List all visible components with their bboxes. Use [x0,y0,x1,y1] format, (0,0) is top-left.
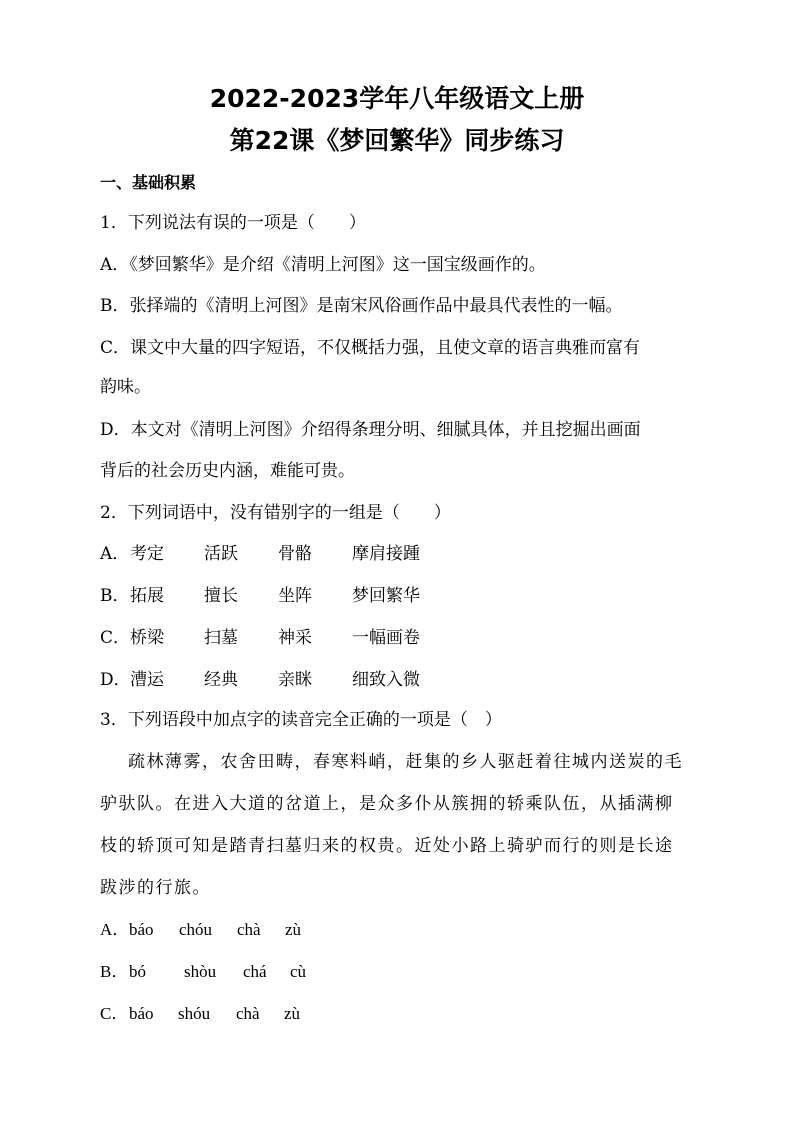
q2-word: 一幅画卷 [352,628,420,648]
q1-option-d-line1: D．本文对《清明上河图》介绍得条理分明、细腻具体，并且挖掘出画面 [100,420,641,440]
q3-reading: chà [236,1004,260,1023]
q3-reading: shòu [184,962,217,981]
q2-word: 扫墓 [204,628,238,648]
q2-word: 细致入微 [352,670,420,690]
q3-reading: cù [290,962,307,981]
q3-reading: chà [237,920,261,939]
q3-reading: zù [285,920,302,939]
q2-word: 擅长 [204,586,238,606]
q2-word: 活跃 [204,544,238,564]
q3-reading: báo [129,1004,154,1023]
q2-option-label: D． [100,670,131,690]
q1-option-a: A．《梦回繁华》是介绍《清明上河图》这一国宝级画作的。 [100,255,546,275]
q2-option-label: A． [100,544,130,564]
q2-word: 坐阵 [278,586,312,606]
q2-option-label: B． [100,586,130,606]
q3-reading: báo [129,920,154,939]
q3-passage-line: 跋涉的行旅。 [100,878,211,898]
q1-option-c-line2: 韵味。 [100,377,151,397]
section-heading: 一、基础积累 [100,173,197,192]
q1-option-c-line1: C．课文中大量的四字短语，不仅概括力强，且使文章的语言典雅而富有 [100,338,641,358]
q2-stem: 2．下列词语中，没有错别字的一组是（ ） [100,503,451,523]
q2-word: 梦回繁华 [352,586,420,606]
q3-passage-line: 驴驮队。在进入大道的岔道上，是众多仆从簇拥的轿乘队伍，从插满柳 [100,794,674,814]
q3-passage-line: 枝的轿顶可知是踏青扫墓归来的权贵。近处小路上骑驴而行的则是长途 [100,836,674,856]
q2-word: 考定 [130,544,164,564]
q2-word: 桥梁 [130,628,164,648]
q3-option-label: B． [100,962,129,981]
q2-word: 拓展 [130,586,164,606]
title-line-2: 第22课《梦回繁华》同步练习 [229,126,565,155]
q2-word: 骨骼 [278,544,312,564]
q3-reading: zù [284,1004,301,1023]
q2-word: 经典 [204,670,238,690]
q3-passage-line: 疏林薄雾，农舍田畴，春寒料峭，赶集的乡人驱赶着往城内送炭的毛 [128,752,683,772]
q3-reading: chóu [179,920,213,939]
q2-word: 漕运 [130,670,164,690]
q3-reading: chá [243,962,267,981]
q3-stem: 3．下列语段中加点字的读音完全正确的一项是（ ） [100,710,502,730]
title-line-1: 2022-2023学年八年级语文上册 [209,84,585,113]
q2-word: 神采 [278,628,312,648]
q3-option-label: C． [100,1004,129,1023]
q1-stem: 1．下列说法有误的一项是（ ） [100,213,366,233]
q1-option-d-line2: 背后的社会历史内涵，难能可贵。 [100,461,355,481]
q3-reading: bó [129,962,146,981]
q2-word: 摩肩接踵 [352,544,420,564]
q3-option-label: A． [100,920,130,939]
q3-reading: shóu [178,1004,211,1023]
q1-option-b: B．张择端的《清明上河图》是南宋风俗画作品中最具代表性的一幅。 [100,296,623,316]
q2-option-label: C． [100,628,131,648]
q2-word: 亲眯 [278,670,312,690]
